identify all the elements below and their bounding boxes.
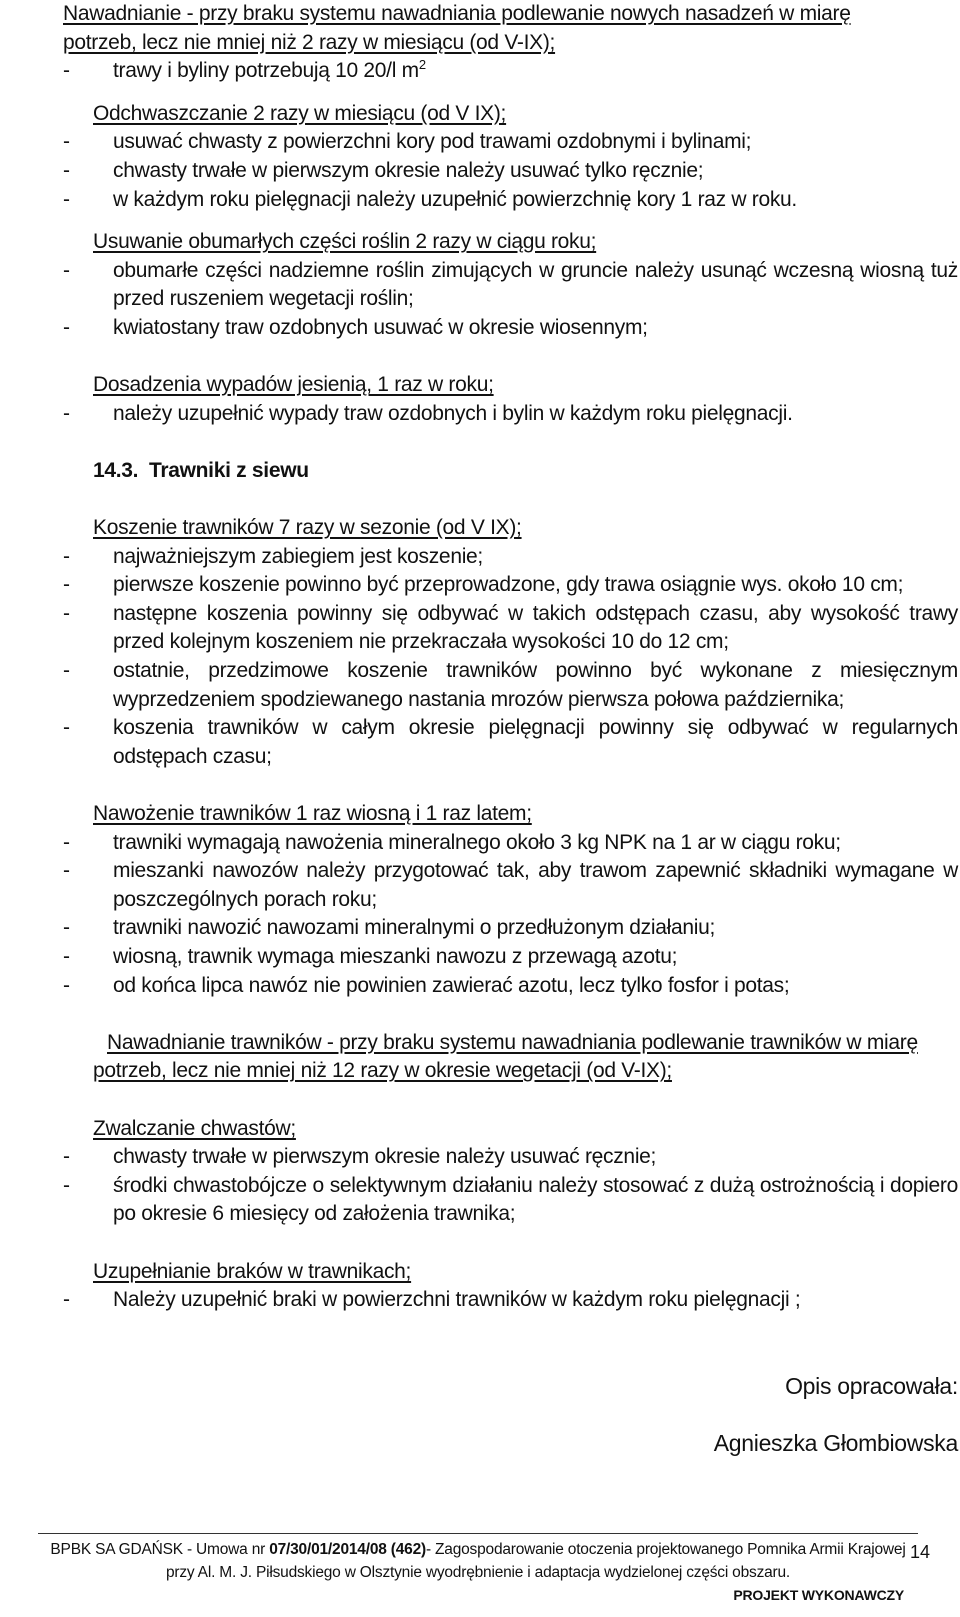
- list-dash: -: [63, 573, 70, 597]
- list-item-text: chwasty trwałe w pierwszym okresie należy usuwać ręcznie;: [113, 1145, 657, 1169]
- list-item-text: trawniki nawozić nawozami mineralnymi o przedłużonym działaniu;: [113, 916, 716, 940]
- list-dash: -: [63, 945, 70, 968]
- document-body: [63, 0, 958, 1458]
- list-item-text: chwasty trwałe w pierwszym okresie należy usuwać tylko ręcznie;: [113, 158, 704, 182]
- list-dash: -: [63, 659, 70, 683]
- list-item: [63, 943, 958, 972]
- list-item-text: trawy i byliny potrzebują 10 20/l m: [113, 59, 419, 83]
- fertilizing-title: Nawożenie trawników 1 raz wiosną i 1 raz latem;: [93, 802, 532, 826]
- footer-line2: przy Al. M. J. Piłsudskiego w Olsztynie wyodrębnienie i adaptacja wydzielonej części obszaru.: [165, 1564, 791, 1581]
- section-number: 14.3.: [93, 458, 139, 482]
- irrigation-perennials-line1: Nawadnianie - przy braku systemu nawadniania podlewanie nowych nasadzeń w miarę: [63, 2, 851, 25]
- weeding-title: Odchwaszczanie 2 razy w miesiącu (od V IX);: [93, 101, 507, 125]
- list-item-text: środki chwastobójcze o selektywnym działaniu należy stosować z dużą ostrożnością i dopiero po okresie 6 miesięcy od założenia trawnika;: [113, 1173, 958, 1226]
- section-title: Trawniki z siewu: [149, 458, 309, 482]
- list-item: [63, 157, 958, 186]
- list-item-text: od końca lipca nawóz nie powinien zawierać azotu, lecz tylko fosfor i potas;: [113, 973, 790, 997]
- list-dash: -: [63, 1145, 70, 1169]
- list-dash: -: [63, 1288, 70, 1312]
- list-item: [63, 571, 958, 600]
- list-item-text: Należy uzupełnić braki w powierzchni trawników w każdym roku pielęgnacji ;: [113, 1288, 801, 1312]
- list-dash: -: [63, 601, 70, 625]
- list-item: [63, 1143, 958, 1172]
- list-item: [63, 314, 958, 343]
- section-heading: [63, 457, 958, 486]
- list-dash: -: [63, 916, 70, 940]
- page-footer: [38, 1533, 918, 1606]
- list-item-text: trawniki wymagają nawożenia mineralnego około 3 kg NPK na 1 ar w ciągu roku;: [113, 830, 841, 854]
- footer-line1: [38, 1538, 918, 1561]
- list-item: [63, 543, 958, 572]
- list-dash: -: [63, 59, 70, 83]
- list-item-text: pierwsze koszenie powinno być przeprowadzone, gdy trawa osiągnie wys. około 10 cm;: [113, 573, 904, 597]
- list-item-text: kwiatostany traw ozdobnych usuwać w okresie wiosennym;: [113, 315, 648, 339]
- list-dash: -: [63, 1173, 70, 1197]
- superscript: 2: [418, 57, 426, 73]
- list-item-text: należy uzupełnić wypady traw ozdobnych i bylin w każdym roku pielęgnacji.: [113, 401, 793, 425]
- lawn-repair-title: Uzupełnianie braków w trawnikach;: [93, 1259, 412, 1283]
- signature-label: Opis opracowała:: [785, 1372, 958, 1399]
- list-item-text: mieszanki nawozów należy przygotować tak, aby trawom zapewnić składniki wymagane w poszczególnych porach roku;: [113, 859, 958, 911]
- list-dash: -: [63, 187, 70, 211]
- list-item-text: wiosną, trawnik wymaga mieszanki nawozu z przewagą azotu;: [113, 945, 678, 968]
- signature-name: Agnieszka Głombiowska: [713, 1430, 958, 1457]
- list-item: [63, 857, 958, 914]
- list-item: [63, 914, 958, 943]
- footer-project-type: PROJEKT WYKONAWCZY: [733, 1587, 904, 1603]
- list-item: [63, 57, 958, 86]
- weed-control-title: Zwalczanie chwastów;: [93, 1116, 296, 1140]
- list-item: [63, 257, 958, 314]
- list-item: [63, 1172, 958, 1229]
- list-item: [63, 186, 958, 215]
- list-dash: -: [63, 859, 70, 883]
- list-dash: -: [63, 130, 70, 154]
- mowing-title: Koszenie trawników 7 razy w sezonie (od V IX);: [93, 516, 522, 540]
- list-item-text: koszenia trawników w całym okresie pielęgnacji powinny się odbywać w regularnych odstępach czasu;: [113, 716, 958, 768]
- footer-project-title: - Zagospodarowanie otoczenia projektowanego Pomnika Armii Krajowej: [425, 1541, 906, 1558]
- list-item: [63, 400, 958, 429]
- list-item-text: następne koszenia powinny się odbywać w takich odstępach czasu, aby wysokość trawy przed kolejnym koszeniem nie przekraczała wysokości 10 do 12 cm;: [113, 601, 958, 654]
- list-item: [63, 972, 958, 1001]
- list-item-text: usuwać chwasty z powierzchni kory pod trawami ozdobnymi i bylinami;: [113, 130, 752, 154]
- irrigation-perennials-line2: potrzeb, lecz nie mniej niż 2 razy w miesiącu (od V-IX);: [63, 30, 556, 54]
- footer-contract-number: 07/30/01/2014/08 (462): [269, 1541, 426, 1558]
- list-dash: -: [63, 716, 70, 740]
- list-item: [63, 600, 958, 657]
- footer-contract-prefix: BPBK SA GDAŃSK - Umowa nr: [50, 1541, 270, 1558]
- list-item-text: w każdym roku pielęgnacji należy uzupełnić powierzchnię kory 1 raz w roku.: [113, 187, 797, 211]
- replanting-title: Dosadzenia wypadów jesienią, 1 raz w roku;: [93, 373, 494, 397]
- list-dash: -: [63, 315, 70, 339]
- list-item: [63, 829, 958, 858]
- page-number: 14: [910, 1542, 931, 1562]
- list-item-text: obumarłe części nadziemne roślin zimujących w gruncie należy usunąć wczesną wiosną tuż przed ruszeniem wegetacji roślin;: [113, 258, 958, 311]
- list-item-text: najważniejszym zabiegiem jest koszenie;: [113, 544, 483, 568]
- list-dash: -: [63, 258, 70, 282]
- list-dash: -: [63, 830, 70, 854]
- list-dash: -: [63, 158, 70, 182]
- list-item: [63, 714, 958, 771]
- lawn-irrigation-line1: Nawadnianie trawników - przy braku systemu nawadniania podlewanie trawników w miarę: [107, 1030, 918, 1054]
- dead-parts-title: Usuwanie obumarłych części roślin 2 razy w ciągu roku;: [93, 230, 597, 254]
- list-dash: -: [63, 544, 70, 568]
- list-item: [63, 657, 958, 714]
- list-dash: -: [63, 401, 70, 425]
- list-dash: -: [63, 973, 70, 997]
- list-item: [63, 128, 958, 157]
- lawn-irrigation-line2: potrzeb, lecz nie mniej niż 12 razy w okresie wegetacji (od V-IX);: [93, 1059, 672, 1083]
- list-item: [63, 1286, 958, 1315]
- list-item-text: ostatnie, przedzimowe koszenie trawników powinno być wykonane z miesięcznym wyprzedzeniem spodziewanego nastania mrozów pierwsza połowa października;: [113, 659, 958, 711]
